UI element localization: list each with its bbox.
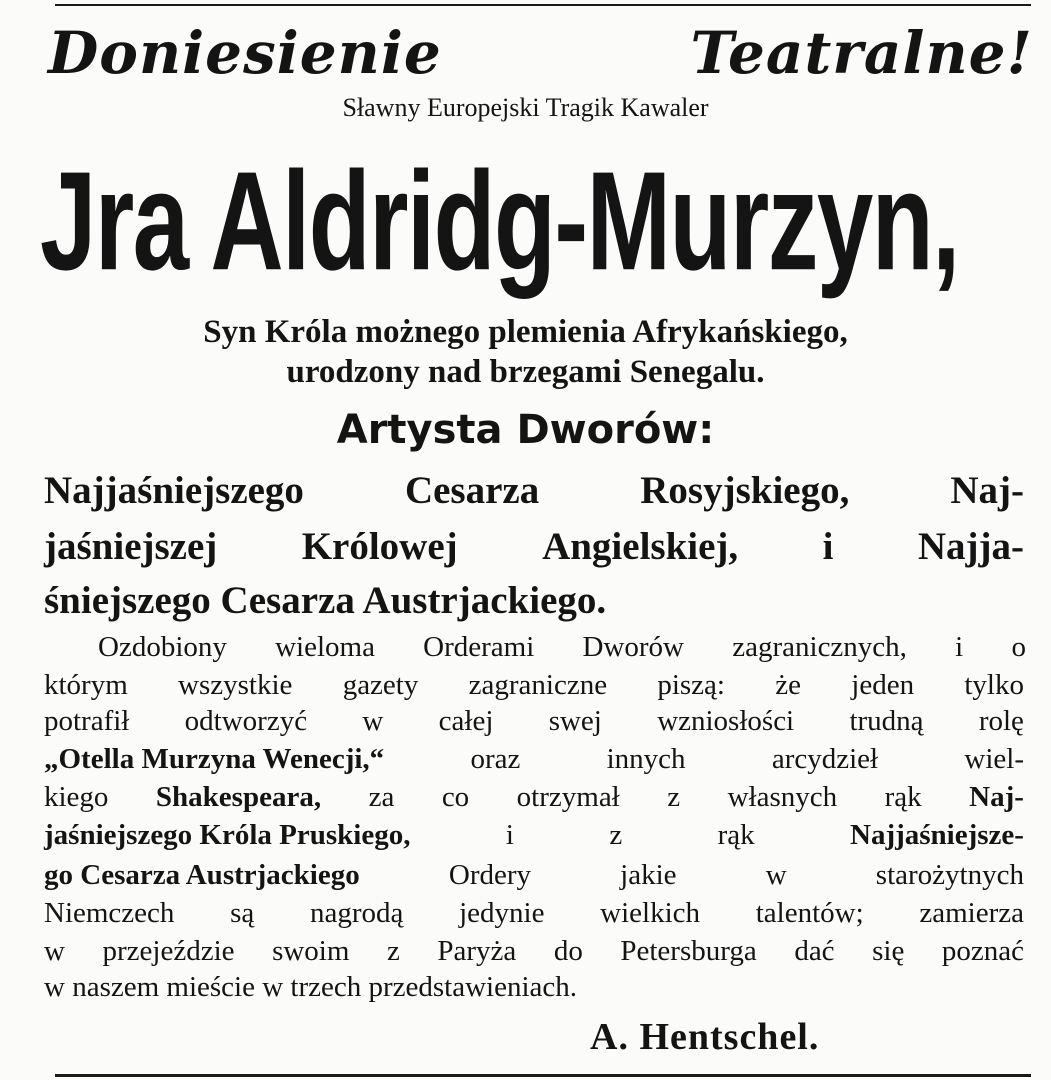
word: Paryża	[437, 935, 517, 967]
word: zamierza	[919, 897, 1024, 929]
prussian-king: jaśniejszego Króla Pruskiego,	[44, 819, 411, 851]
word: jakie	[620, 859, 677, 891]
courts-line-2	[44, 520, 1024, 574]
word: Królowej	[301, 525, 458, 568]
word: całej	[438, 705, 494, 737]
word: wzniosłości	[657, 705, 795, 737]
word: jeden	[851, 669, 915, 701]
body-line-10: w naszem mieście w trzech przedstawieniach.	[44, 971, 578, 1003]
word: Najjaśniejsze-	[850, 819, 1024, 851]
word: arcydzieł	[771, 743, 879, 775]
word: wieloma	[275, 631, 375, 663]
word: zagranicznych,	[732, 631, 907, 663]
word: że	[775, 669, 802, 701]
word: z	[609, 819, 623, 851]
headline-right: Teatralne!	[690, 19, 1033, 87]
word: Ozdobiony	[98, 631, 227, 663]
courts-title: Artysta Dworów:	[336, 407, 715, 453]
austrian-emperor: go Cesarza Austrjackiego	[44, 859, 360, 891]
word: rolę	[978, 705, 1024, 737]
top-rule	[55, 4, 1031, 6]
son-line-2: urodzony nad brzegami Senegalu.	[286, 354, 765, 390]
word: i	[822, 525, 834, 568]
body-line-9	[44, 932, 1024, 970]
word: Rosyjskiego,	[640, 469, 850, 512]
word: gazety	[342, 669, 419, 701]
word: wielkich	[600, 897, 701, 929]
word: i	[505, 819, 514, 851]
word: Naj-	[950, 469, 1024, 512]
word: i	[955, 631, 964, 663]
word: Petersburga	[620, 935, 757, 967]
word: w	[765, 859, 787, 891]
word: Ordery	[448, 859, 532, 891]
word: Cesarza	[404, 469, 540, 512]
son-line-1: Syn Króla możnego plemienia Afrykańskiego,	[203, 314, 848, 350]
word: starożytnych	[875, 859, 1024, 891]
word: kiego	[44, 781, 109, 813]
word: Orderami	[423, 631, 535, 663]
body-line-8	[44, 894, 1024, 932]
word: rąk	[884, 781, 922, 813]
word: Najjaśniejszego	[44, 469, 304, 512]
body-line-4	[44, 740, 1024, 778]
word: swej	[548, 705, 602, 737]
word: co	[441, 781, 470, 813]
word: zagraniczne	[468, 669, 608, 701]
word: z	[386, 935, 400, 967]
body-line-3	[44, 702, 1024, 740]
word: potrafił	[44, 705, 130, 737]
author-name: Shakespeara,	[155, 781, 322, 813]
word: przejeździe	[102, 935, 235, 967]
word: za	[368, 781, 395, 813]
word: nagrodą	[310, 897, 404, 929]
word: do	[553, 935, 583, 967]
word: trudną	[849, 705, 924, 737]
word: są	[230, 897, 255, 929]
body-line-1	[98, 628, 1026, 666]
word: oraz	[470, 743, 521, 775]
word: Niemczech	[44, 897, 175, 929]
word: jaśniejszej	[44, 525, 218, 568]
headline-left: Doniesienie	[48, 19, 442, 87]
word: Najja-	[917, 525, 1024, 568]
signature: A. Hentschel.	[590, 1016, 820, 1058]
courts-line-3: śniejszego Cesarza Austrjackiego.	[44, 579, 607, 622]
word: talentów;	[755, 897, 864, 929]
body-line-6	[44, 816, 1024, 854]
word: otrzymał	[516, 781, 620, 813]
word: piszą:	[657, 669, 725, 701]
word: innych	[606, 743, 686, 775]
courts-line-1	[44, 464, 1024, 518]
word: Naj-	[969, 781, 1024, 813]
body-line-5	[44, 778, 1024, 816]
performer-name: Jra Aldridg-Murzyn,	[40, 141, 959, 300]
word: się	[872, 935, 905, 967]
word: w	[362, 705, 384, 737]
word: rąk	[717, 819, 755, 851]
body-line-2	[44, 666, 1024, 704]
word: wiel-	[964, 743, 1024, 775]
word: swoim	[272, 935, 350, 967]
body-line-7	[44, 856, 1024, 894]
word: z	[667, 781, 681, 813]
word: dać	[794, 935, 835, 967]
word: którym	[44, 669, 128, 701]
word: o	[1011, 631, 1026, 663]
headline	[48, 14, 1033, 92]
word: tylko	[964, 669, 1024, 701]
word: własnych	[727, 781, 838, 813]
word: jedynie	[459, 897, 545, 929]
word: odtworzyć	[184, 705, 308, 737]
word: Dworów	[582, 631, 685, 663]
word: poznać	[941, 935, 1024, 967]
word: w	[44, 935, 65, 967]
play-title: „Otella Murzyna Wenecji,“	[44, 743, 385, 775]
bottom-rule	[55, 1074, 1031, 1077]
word: Angielskiej,	[542, 525, 739, 568]
word: wszystkie	[178, 669, 293, 701]
subtitle: Sławny Europejski Tragik Kawaler	[342, 93, 709, 122]
